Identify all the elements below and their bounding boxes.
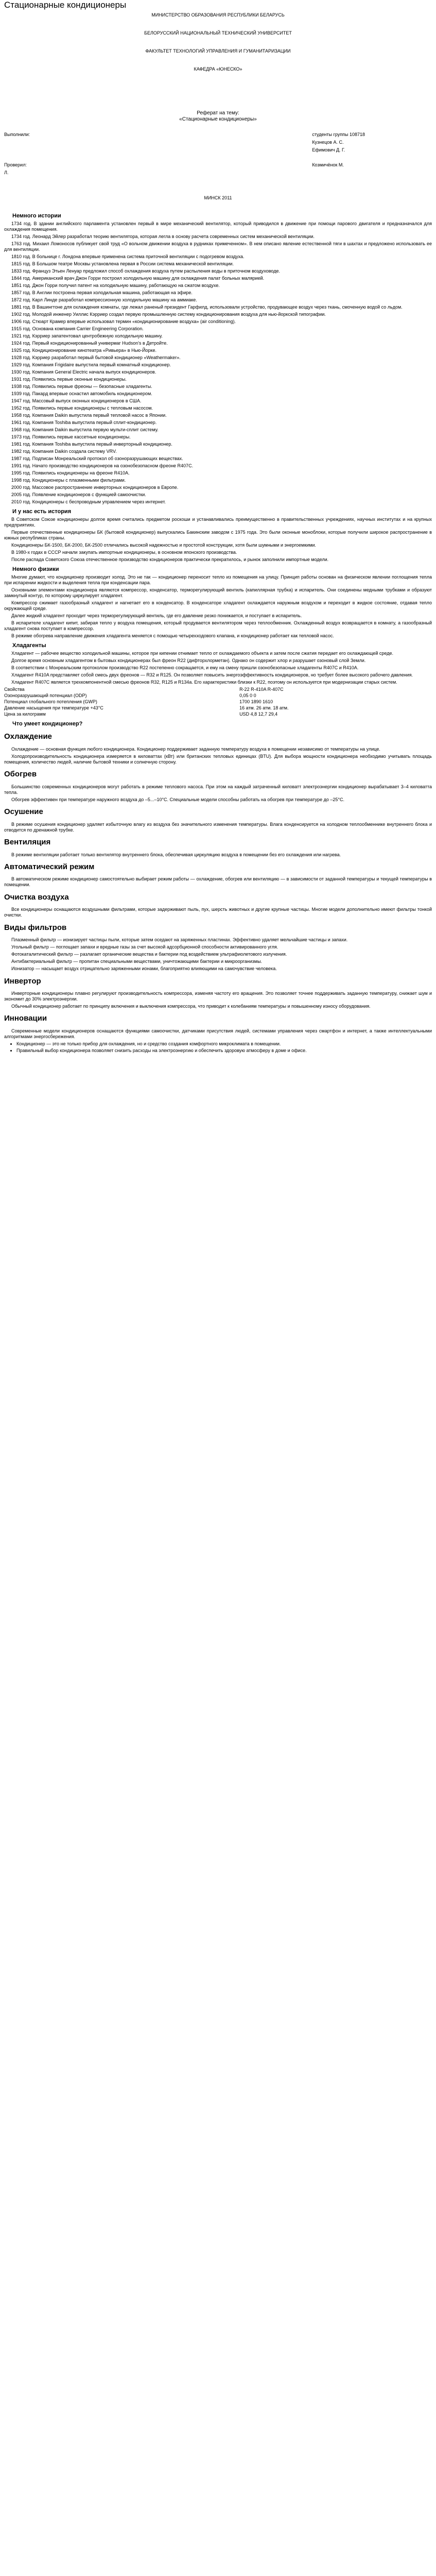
section-heading: Хладагенты: [12, 642, 46, 649]
section-heading: Осушение: [4, 807, 43, 817]
paragraph: В испарителе хладагент кипит, забирая тепло у воздуха помещения, который продувается вентилятором через теплообменник. Охлажденный воздух возвращается в комнату, а газообразный хладагент снова поступает в компрессор.: [4, 620, 432, 631]
section-heading: Что умеет кондиционер?: [12, 721, 83, 727]
paragraph: Антибактериальный фильтр — пропитан специальными веществами, уничтожающими бактерии и микроорганизмы.: [11, 959, 263, 964]
paragraph: 1998 год. Кондиционеры с плазменными фильтрами.: [11, 478, 126, 483]
property-name: Давление насыщения при температуре +43°С: [4, 705, 103, 710]
paragraph: 2005 год. Появление кондиционеров с функцией самоочистки.: [11, 492, 146, 497]
paragraph: В режиме вентиляции работает только вентилятор внутреннего блока, обеспечивая циркуляцию воздуха в помещении без его охлаждения или нагрева.: [11, 852, 341, 857]
signature-right: студенты группы 108718: [312, 132, 365, 137]
paragraph: 1991 год. Начато производство кондиционеров на озонобезопасном фреоне R407C.: [11, 463, 194, 468]
paragraph: 1921 год. Кэрриер запатентовал центробежную холодильную машину.: [11, 333, 163, 338]
paragraph: 2010 год. Кондиционеры с беспроводным управлением через интернет.: [11, 499, 166, 504]
signature-left: Л.: [4, 170, 9, 175]
signature-right: [312, 170, 432, 178]
paragraph: 1939 год. Пакард впервые оснастил автомобиль кондиционером.: [11, 391, 152, 396]
referat-title-block: [4, 79, 432, 123]
property-row: [4, 687, 432, 692]
paragraph: Фотокаталитический фильтр — разлагает органические вещества и бактерии под воздействием ультрафиолетового излучения.: [11, 952, 287, 957]
paragraph: Плазменный фильтр — ионизирует частицы пыли, которые затем оседают на заряженных пластинах. Эффективно удаляет мельчайшие частицы и запахи.: [11, 937, 348, 943]
paragraph: Долгое время основным хладагентом в бытовых кондиционерах был фреон R22 (дифторхлорметан). Однако он содержит хлор и разрушает озоновый слой Земли.: [11, 658, 366, 663]
paragraph: 1734 год. В здании английского парламента установлен первый в мире механический вентилятор, который приводился в движение при помощи парового двигателя и предназначался для охлаждения помещения.: [4, 221, 432, 232]
paragraph: 1925 год. Кондиционирование кинотеатра «Ривьера» в Нью-Йорке.: [11, 348, 157, 353]
paragraph: В режиме обогрева направление движения хладагента меняется с помощью четырехходового клапана, и кондиционер работает как тепловой насос.: [11, 633, 334, 638]
paragraph: Ионизатор — насыщает воздух отрицательно заряженными ионами, благоприятно влияющими на самочувствие человека.: [11, 966, 277, 972]
paragraph: 1928 год. Кэрриер разработал первый бытовой кондиционер «Weathermaker».: [11, 355, 181, 360]
paragraph: Хладагент R407C является трехкомпонентной смесью фреонов R32, R125 и R134a. Его характеристики близки к R22, поэтому он используется при модернизации старых систем.: [11, 680, 397, 685]
conclusion-item: • Правильный выбор кондиционера позволяет снизить расходы на электроэнергию и обеспечить здоровую атмосферу в доме и офисе.: [16, 1048, 432, 1054]
property-row: [4, 699, 432, 705]
property-value: 16 атм. 26 атм. 18 атм.: [239, 705, 289, 710]
paragraph: Все кондиционеры оснащаются воздушными фильтрами, которые задерживают пыль, пух, шерсть животных и другие крупные частицы. Многие модели дополнительно имеют фильтры тонкой очистки.: [4, 907, 432, 918]
paragraph: Холодопроизводительность кондиционера измеряется в киловаттах (кВт) или британских тепловых единицах (BTU). Для выбора мощности кондиционера необходимо учитывать площадь помещения, количество людей, наличие бытовой техники и солнечную сторону.: [4, 753, 432, 765]
paragraph: После распада Советского Союза отечественное производство кондиционеров практически прекратилось, и рынок заполнили импортные модели.: [11, 557, 329, 562]
paragraph: Многие думают, что кондиционер производит холод. Это не так — кондиционер переносит тепло из помещения на улицу. Принцип работы основан на физическом явлении поглощения тепла при испарении жидкости и выделения тепла при конденсации пара.: [4, 574, 432, 585]
property-value: 0,05 0 0: [239, 693, 256, 698]
paragraph: 1958 год. Компания Daikin выпустила первый тепловой насос в Японии.: [11, 413, 167, 418]
refrigerant-properties: [4, 687, 432, 717]
paragraph: 1929 год. Компания Frigidaire выпустила первый комнатный кондиционер.: [11, 362, 171, 367]
paragraph: 1810 год. В больнице г. Лондона впервые применена система приточной вентиляции с подогревом воздуха.: [11, 254, 245, 259]
signature-right: Ефимович Д. Г.: [312, 147, 345, 152]
property-value: 1700 1890 1610: [239, 699, 273, 704]
paragraph: Основными элементами кондиционера являются компрессор, конденсатор, терморегулирующий вентиль (капиллярная трубка) и испаритель. Они соединены медными трубками и образуют замкнутый контур, по которому циркулирует хладагент.: [4, 587, 432, 598]
header-line: БЕЛОРУССКИЙ НАЦИОНАЛЬНЫЙ ТЕХНИЧЕСКИЙ УНИВЕРСИТЕТ: [144, 30, 292, 36]
paragraph: 1968 год. Компания Daikin выпустила первую мульти-сплит систему.: [11, 427, 159, 432]
paragraph: 1947 год. Массовый выпуск оконных кондиционеров в США.: [11, 398, 142, 403]
paragraph: 1973 год. Появились первые кассетные кондиционеры.: [11, 434, 131, 439]
property-row: [4, 693, 432, 699]
signature-right: Козмичёнок М.: [312, 162, 344, 167]
paragraph: В автоматическом режиме кондиционер самостоятельно выбирает режим работы — охлаждение, обогрев или вентиляцию — в зависимости от заданной температуры и текущей температуры в помещении.: [4, 876, 432, 888]
paragraph: Обогрев эффективен при температуре наружного воздуха до –5...–10°С. Специальные модели способны работать на обогрев при температуре до –25°С.: [11, 796, 344, 802]
paragraph: 1915 год. Основана компания Carrier Engineering Corporation.: [11, 326, 144, 331]
section-heading: Немного истории: [12, 213, 61, 219]
section-heading: Автоматический режим: [4, 862, 95, 871]
paragraph: Обычный кондиционер работает по принципу включения и выключения компрессора, что приводит к колебаниям температуры и повышенному износу оборудования.: [11, 1004, 371, 1009]
paragraph: 1930 год. Компания General Electric начала выпуск кондиционеров.: [11, 369, 156, 375]
property-row: [4, 711, 432, 717]
paragraph: 1982 год. Компания Daikin создала систему VRV.: [11, 449, 117, 454]
paragraph: В 1980-х годах в СССР начали закупать импортные кондиционеры, в основном японского производства.: [11, 550, 237, 555]
institution-header: [4, 12, 432, 72]
property-row: [4, 705, 432, 711]
signature-row: [4, 132, 432, 140]
paragraph: 1881 год. В Вашингтоне для охлаждения комнаты, где лежал раненый президент Гарфилд, использовали устройство, продувающее воздух через ткань, смоченную водой со льдом.: [11, 304, 403, 310]
property-name: Озоноразрушающий потенциал (ODP): [4, 693, 87, 698]
paragraph: Инверторные кондиционеры плавно регулируют производительность компрессора, изменяя частоту его вращения. Это позволяет точнее поддерживать заданную температуру, снижает шум и экономит до 30% электроэнергии.: [4, 991, 432, 1002]
paragraph: 1987 год. Подписан Монреальский протокол об озоноразрушающих веществах.: [11, 456, 183, 461]
signature-left: [4, 140, 312, 147]
paragraph: 1833 год. Француз Этьен Ленуар предложил способ охлаждения воздуха путем распыления воды в приточном воздуховоде.: [11, 268, 280, 274]
sections-part-two: [4, 720, 432, 1040]
paragraph: Современные модели кондиционеров оснащаются функциями самоочистки, датчиками присутствия людей, системами управления через смартфон и интернет, а также интеллектуальными алгоритмами энергосбережения.: [4, 1028, 432, 1039]
header-line: КАФЕДРА «ЮНЕСКО»: [194, 66, 242, 72]
section-heading: Виды фильтров: [4, 923, 67, 932]
paragraph: Большинство современных кондиционеров могут работать в режиме теплового насоса. При этом на каждый затраченный киловатт электроэнергии кондиционер вырабатывает 3–4 киловатта тепла.: [4, 784, 432, 795]
paragraph: 1952 год. Появились первые кондиционеры с тепловым насосом.: [11, 405, 153, 411]
property-name: Потенциал глобального потепления (GWP): [4, 699, 97, 704]
signature-row: [4, 155, 432, 170]
section-heading: И у нас есть история: [12, 509, 72, 515]
signature-row: [4, 170, 432, 178]
sections-part-one: [4, 212, 432, 685]
paragraph: 1995 год. Появились кондиционеры на фреоне R410A.: [11, 470, 130, 476]
paragraph: 1844 год. Американский врач Джон Горри построил холодильную машину для охлаждения палат больных малярией.: [11, 276, 265, 281]
paragraph: 1981 год. Компания Toshiba выпустила первый инверторный кондиционер.: [11, 442, 172, 447]
signatures-table: [4, 132, 432, 178]
city-year: МИНСК 2011: [204, 195, 232, 200]
paragraph: В режиме осушения кондиционер удаляет избыточную влагу из воздуха без значительного изменения температуры. Влага конденсируется на холодном теплообменнике внутреннего блока и отводится по дренажной трубке.: [4, 821, 432, 833]
paragraph: В соответствии с Монреальским протоколом производство R22 постепенно сокращается, и ему на смену пришли озонобезопасные хладагенты R407C и R410A.: [11, 665, 359, 670]
paragraph: Угольный фильтр — поглощает запахи и вредные газы за счет высокой адсорбционной способности активированного угля.: [11, 944, 278, 950]
paragraph: В Советском Союзе кондиционеры долгое время считались предметом роскоши и устанавливались преимущественно в правительственных учреждениях, научных институтах и на крупных предприятиях.: [4, 517, 432, 528]
section-heading: Немного физики: [12, 566, 59, 572]
section-heading: Инвертор: [4, 976, 41, 986]
paragraph: 1872 год. Карл Линде разработал компрессионную холодильную машину на аммиаке.: [11, 297, 197, 302]
document-title: Стационарные кондиционеры: [4, 0, 127, 10]
conclusion-list: [16, 1041, 432, 1054]
paragraph: 2000 год. Массовое распространение инверторных кондиционеров в Европе.: [11, 485, 179, 490]
signature-row: [4, 147, 432, 155]
paragraph: Хладагент R410A представляет собой смесь двух фреонов — R32 и R125. Он позволяет повысить энергоэффективность кондиционеров, но требует более высокого рабочего давления.: [11, 672, 413, 677]
paragraph: 1734 год. Леонард Эйлер разработал теорию вентилятора, которая легла в основу расчета современных систем механической вентиляции.: [11, 234, 315, 239]
document-page: [0, 0, 436, 1054]
section-heading: Инновации: [4, 1014, 47, 1023]
paragraph: 1851 год. Джон Горри получил патент на холодильную машину, работающую на сжатом воздухе.: [11, 283, 220, 288]
signature-row: [4, 140, 432, 147]
paragraph: 1931 год. Появились первые оконные кондиционеры.: [11, 377, 127, 382]
signature-left: [4, 147, 312, 155]
paragraph: 1906 год. Стюарт Крамер впервые использовал термин «кондиционирование воздуха» (air conditioning).: [11, 319, 236, 324]
section-heading: Охлаждение: [4, 732, 53, 741]
property-value: USD 4,8 12,7 29,4: [239, 711, 278, 717]
section-heading: Очистка воздуха: [4, 892, 69, 902]
paragraph: Компрессор сжимает газообразный хладагент и нагнетает его в конденсатор. В конденсаторе хладагент охлаждается наружным воздухом и переходит в жидкое состояние, отдавая тепло окружающей среде.: [4, 600, 432, 611]
section-heading: Вентиляция: [4, 838, 51, 847]
paragraph: Охлаждение — основная функция любого кондиционера. Кондиционер поддерживает заданную температуру воздуха в помещении независимо от температуры на улице.: [11, 746, 380, 752]
paragraph: Первые отечественные кондиционеры БК (бытовой кондиционер) выпускались Бакинским заводом с 1975 года. Это были оконные моноблоки, которые получили широкое распространение в южных республиках страны.: [4, 530, 432, 540]
section-heading: Обогрев: [4, 770, 37, 779]
signature-right: Кузнецов А. С.: [312, 140, 344, 145]
header-line: МИНИСТЕРСТВО ОБРАЗОВАНИЯ РЕСПУБЛИКИ БЕЛАРУСЬ: [151, 12, 285, 18]
paragraph: 1815 год. В Большом театре Москвы установлена первая в России система механической вентиляции.: [11, 261, 234, 266]
property-name: Свойства: [4, 687, 25, 692]
paragraph: Кондиционеры БК-1500, БК-2000, БК-2500 отличались высокой надежностью и простотой конструкции, хотя были шумными и энергоемкими.: [11, 543, 317, 548]
paragraph: 1924 год. Первый кондиционированный универмаг Hudson's в Детройте.: [11, 341, 168, 346]
header-line: ФАКУЛЬТЕТ ТЕХНОЛОГИЙ УПРАВЛЕНИЯ И ГУМАНИТАРИЗАЦИИ: [145, 48, 291, 54]
referat-line: Реферат на тему:: [197, 110, 239, 116]
paragraph: Хладагент — рабочее вещество холодильной машины, которое при кипении отнимает тепло от охлаждаемого объекта и затем после сжатия передает его охлаждающей среде.: [11, 651, 393, 656]
property-value: R-22 R-410A R-407C: [239, 687, 284, 692]
signature-left: Выполнили:: [4, 132, 30, 137]
signature-left: Проверил:: [4, 162, 27, 167]
property-name: Цена за килограмм: [4, 711, 46, 717]
conclusion-item: • Кондиционер — это не только прибор для охлаждения, но и средство создания комфортного микроклимата в помещении.: [16, 1041, 432, 1047]
paragraph: 1938 год. Появились первые фреоны — безопасные хладагенты.: [11, 384, 152, 389]
paragraph: 1961 год. Компания Toshiba выпустила первый сплит-кондиционер.: [11, 420, 157, 425]
paragraph: Далее жидкий хладагент проходит через терморегулирующий вентиль, где его давление резко понижается, и поступает в испаритель.: [11, 613, 302, 618]
paragraph: 1763 год. Михаил Ломоносов публикует свой труд «О вольном движении воздуха в рудниках примеченном». В нем описано явление естественной тяги в шахтах и предложено использовать ее для вентиляции.: [4, 241, 432, 252]
paragraph: 1857 год. В Англии построена первая холодильная машина, работающая на эфире.: [11, 290, 193, 295]
paragraph: 1902 год. Молодой инженер Уиллис Кэрриер создал первую промышленную систему кондиционирования воздуха для нью-йоркской типографии.: [11, 312, 326, 317]
referat-topic: «Стационарные кондиционеры»: [179, 116, 257, 122]
